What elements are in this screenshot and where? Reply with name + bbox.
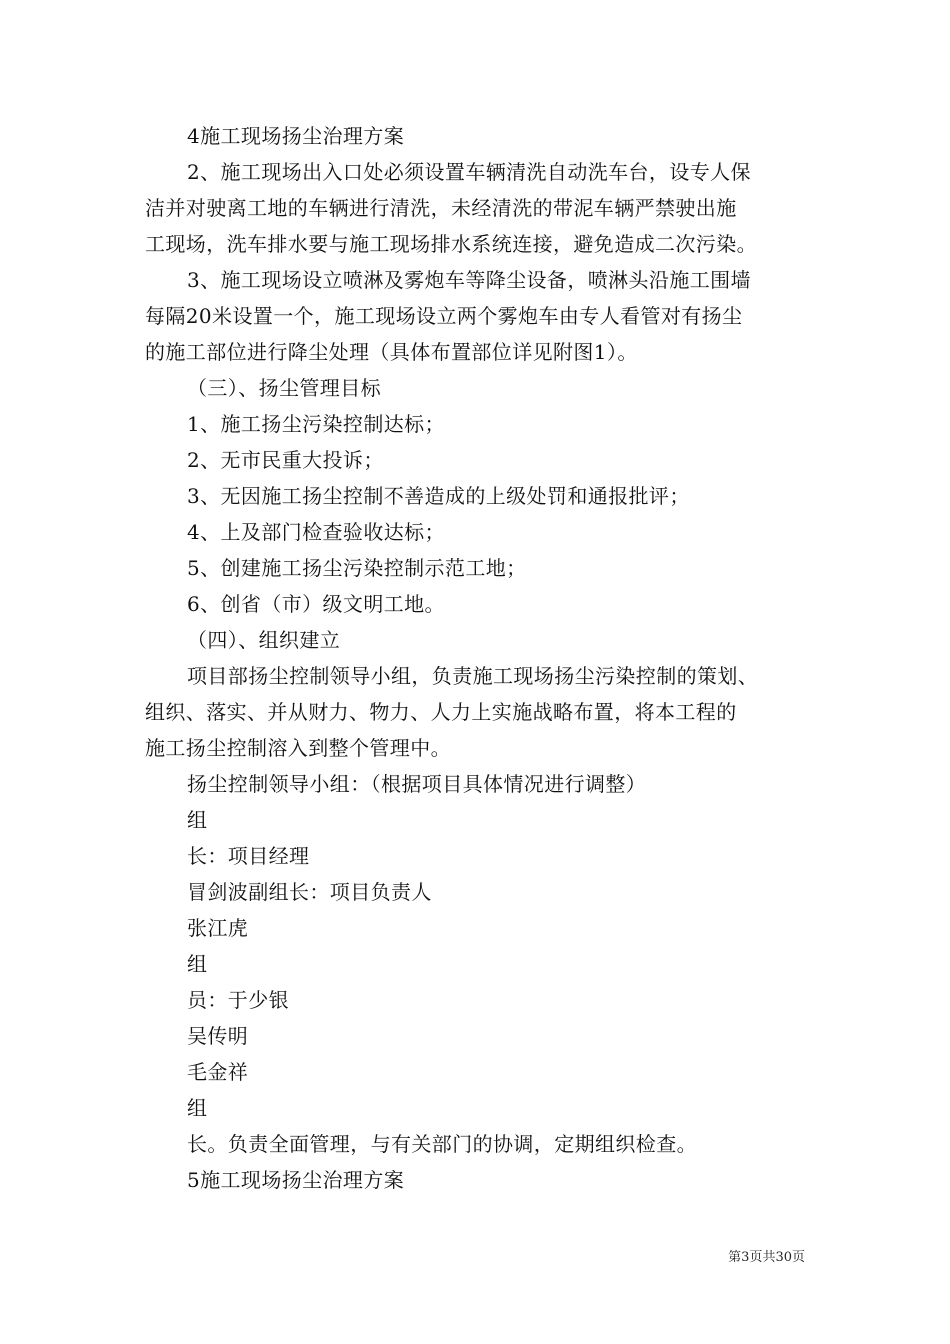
paragraph-line: 3、施工现场设立喷淋及雾炮车等降尘设备，喷淋头沿施工围墙: [187, 268, 751, 292]
paragraph-line: 组织、落实、并从财力、物力、人力上实施战略布置，将本工程的: [145, 700, 737, 724]
list-item: 吴传明: [187, 1024, 249, 1048]
list-item: 长。负责全面管理，与有关部门的协调，定期组织检查。: [187, 1132, 697, 1156]
subsection-heading: （三）、扬尘管理目标: [187, 376, 381, 400]
list-item: 员：于少银: [187, 988, 289, 1012]
list-item: 3、无因施工扬尘控制不善造成的上级处罚和通报批评；: [187, 484, 690, 508]
paragraph-line: 2、施工现场出入口处必须设置车辆清洗自动洗车台，设专人保: [187, 160, 751, 184]
list-item: 冒剑波副组长：项目负责人: [187, 880, 432, 904]
document-body: [145, 118, 807, 1198]
section-heading: 5施工现场扬尘治理方案: [187, 1168, 405, 1192]
list-item: 长：项目经理: [187, 844, 310, 868]
paragraph-line: 施工扬尘控制溶入到整个管理中。: [145, 736, 451, 760]
list-item: 1、施工扬尘污染控制达标；: [187, 412, 445, 436]
list-item: 组: [187, 952, 208, 976]
list-item: 组: [187, 1096, 208, 1120]
list-item: 5、创建施工扬尘污染控制示范工地；: [187, 556, 527, 580]
paragraph-line: 工现场，洗车排水要与施工现场排水系统连接，避免造成二次污染。: [145, 232, 757, 256]
paragraph-line: 扬尘控制领导小组：（根据项目具体情况进行调整）: [187, 772, 647, 796]
subsection-heading: （四）、组织建立: [187, 628, 341, 652]
page-number: 第3页共30页: [728, 1250, 805, 1265]
list-item: 4、上及部门检查验收达标；: [187, 520, 445, 544]
paragraph-line: 每隔20米设置一个，施工现场设立两个雾炮车由专人看管对有扬尘: [145, 304, 743, 328]
paragraph-line: 洁并对驶离工地的车辆进行清洗，未经清洗的带泥车辆严禁驶出施: [145, 196, 737, 220]
list-item: 2、无市民重大投诉；: [187, 448, 384, 472]
list-item: 毛金祥: [187, 1060, 249, 1084]
list-item: 张江虎: [187, 916, 249, 940]
section-heading: 4施工现场扬尘治理方案: [187, 124, 405, 148]
paragraph-line: 的施工部位进行降尘处理（具体布置部位详见附图1）。: [145, 340, 638, 364]
list-item: 组: [187, 808, 208, 832]
list-item: 6、创省（市）级文明工地。: [187, 592, 445, 616]
paragraph-line: 项目部扬尘控制领导小组，负责施工现场扬尘污染控制的策划、: [187, 664, 759, 688]
